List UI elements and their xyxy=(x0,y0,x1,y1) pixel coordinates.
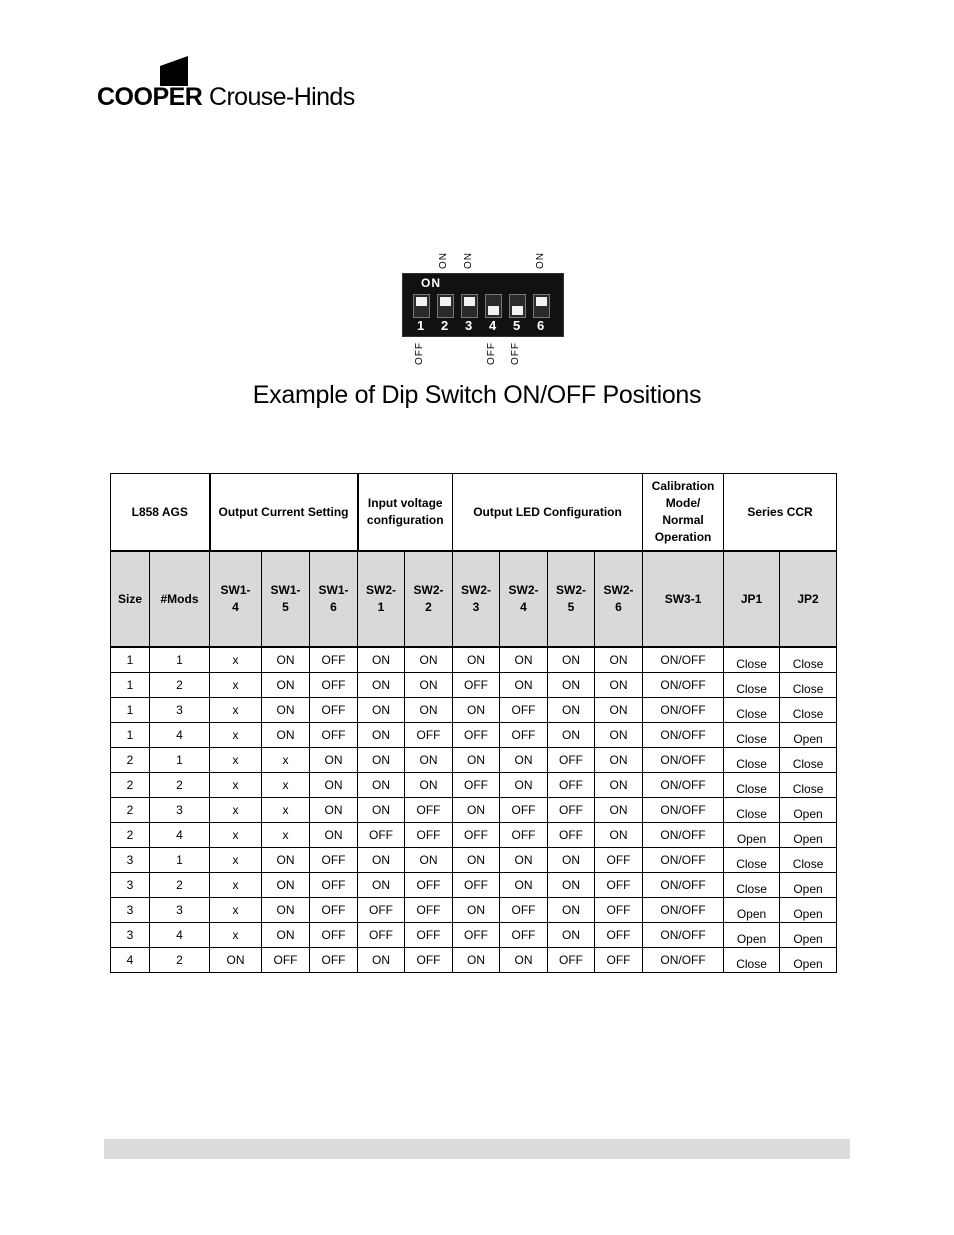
on-label-3: ON xyxy=(535,252,546,269)
table-cell: ON xyxy=(358,698,405,723)
switch-number-2: 2 xyxy=(441,318,449,333)
column-header: JP1 xyxy=(724,551,780,647)
table-cell: OFF xyxy=(595,948,643,973)
group-header: Calibration Mode/ Normal Operation xyxy=(643,474,724,552)
column-header: SW2- 3 xyxy=(453,551,500,647)
table-cell: ON xyxy=(453,848,500,873)
table-cell: ON xyxy=(358,748,405,773)
table-cell: OFF xyxy=(310,873,358,898)
table-cell: ON xyxy=(405,773,453,798)
table-cell: 3 xyxy=(111,898,150,923)
table-cell: 2 xyxy=(111,823,150,848)
table-cell: x xyxy=(262,773,310,798)
on-label-1: ON xyxy=(438,252,449,269)
table-cell: ON xyxy=(548,923,595,948)
table-cell: ON/OFF xyxy=(643,948,724,973)
table-cell: ON xyxy=(262,647,310,673)
switch-4 xyxy=(485,294,502,318)
table-cell: Close xyxy=(724,798,780,823)
table-cell: 4 xyxy=(150,823,210,848)
table-cell: OFF xyxy=(405,823,453,848)
table-cell: 1 xyxy=(111,647,150,673)
table-cell: OFF xyxy=(500,823,548,848)
table-cell: OFF xyxy=(358,823,405,848)
table-cell: ON xyxy=(405,673,453,698)
table-cell: ON/OFF xyxy=(643,898,724,923)
table-cell: OFF xyxy=(595,873,643,898)
table-cell: 2 xyxy=(150,873,210,898)
table-cell: x xyxy=(210,848,262,873)
table-cell: ON xyxy=(500,748,548,773)
table-cell: ON xyxy=(358,948,405,973)
table-cell: 2 xyxy=(111,748,150,773)
table-cell: Close xyxy=(724,848,780,873)
table-cell: Close xyxy=(724,873,780,898)
table-cell: 2 xyxy=(150,773,210,798)
switch-number-5: 5 xyxy=(513,318,521,333)
table-cell: OFF xyxy=(310,647,358,673)
company-logo xyxy=(97,56,387,111)
table-cell: ON xyxy=(358,773,405,798)
table-cell: Close xyxy=(724,773,780,798)
table-cell: ON xyxy=(500,773,548,798)
table-cell: ON/OFF xyxy=(643,848,724,873)
table-cell: Open xyxy=(724,898,780,923)
table-cell: ON xyxy=(405,848,453,873)
table-cell: Open xyxy=(780,923,837,948)
table-cell: x xyxy=(210,798,262,823)
table-cell: ON xyxy=(405,647,453,673)
table-cell: OFF xyxy=(310,698,358,723)
table-cell: Close xyxy=(724,647,780,673)
table-cell: 3 xyxy=(150,698,210,723)
table-cell: ON xyxy=(453,647,500,673)
table-cell: ON xyxy=(210,948,262,973)
table-cell: ON xyxy=(500,873,548,898)
table-row xyxy=(111,873,837,898)
switch-number-6: 6 xyxy=(537,318,545,333)
table-cell: Open xyxy=(724,923,780,948)
table-cell: 4 xyxy=(150,723,210,748)
table-cell: ON xyxy=(595,673,643,698)
table-cell: OFF xyxy=(358,923,405,948)
table-cell: Open xyxy=(780,898,837,923)
table-cell: Open xyxy=(780,823,837,848)
table-cell: OFF xyxy=(358,898,405,923)
table-cell: OFF xyxy=(595,848,643,873)
table-cell: Open xyxy=(780,948,837,973)
table-cell: ON xyxy=(548,673,595,698)
table-cell: 2 xyxy=(150,673,210,698)
table-cell: ON xyxy=(358,798,405,823)
table-cell: x xyxy=(210,673,262,698)
table-cell: ON xyxy=(358,848,405,873)
table-cell: 1 xyxy=(111,723,150,748)
table-row xyxy=(111,647,837,673)
table-cell: ON xyxy=(310,773,358,798)
table-cell: ON xyxy=(595,723,643,748)
switch-3 xyxy=(461,294,478,318)
table-cell: OFF xyxy=(453,873,500,898)
table-cell: Close xyxy=(780,848,837,873)
table-row xyxy=(111,773,837,798)
table-cell: x xyxy=(210,873,262,898)
column-header: Size xyxy=(111,551,150,647)
table-cell: OFF xyxy=(310,723,358,748)
table-cell: Open xyxy=(780,873,837,898)
table-cell: 1 xyxy=(150,748,210,773)
table-cell: OFF xyxy=(453,673,500,698)
group-header: Series CCR xyxy=(724,474,837,552)
table-cell: x xyxy=(210,698,262,723)
table-cell: Close xyxy=(724,948,780,973)
table-cell: ON xyxy=(500,673,548,698)
table-cell: OFF xyxy=(310,948,358,973)
table-cell: x xyxy=(262,748,310,773)
table-cell: ON xyxy=(262,923,310,948)
table-cell: OFF xyxy=(405,723,453,748)
table-cell: x xyxy=(262,823,310,848)
table-row xyxy=(111,848,837,873)
column-header-row xyxy=(111,551,837,647)
table-cell: 3 xyxy=(150,898,210,923)
table-cell: OFF xyxy=(405,873,453,898)
table-cell: ON xyxy=(358,723,405,748)
table-cell: ON/OFF xyxy=(643,923,724,948)
table-cell: OFF xyxy=(548,748,595,773)
table-cell: OFF xyxy=(453,723,500,748)
table-cell: OFF xyxy=(500,698,548,723)
table-cell: Close xyxy=(724,723,780,748)
table-cell: x xyxy=(210,773,262,798)
table-cell: ON/OFF xyxy=(643,673,724,698)
table-cell: OFF xyxy=(310,923,358,948)
group-header: Output LED Configuration xyxy=(453,474,643,552)
table-cell: ON/OFF xyxy=(643,798,724,823)
table-cell: 3 xyxy=(111,848,150,873)
table-cell: Close xyxy=(780,748,837,773)
table-cell: ON xyxy=(453,798,500,823)
switch-6 xyxy=(533,294,550,318)
table-cell: ON xyxy=(262,873,310,898)
table-cell: 3 xyxy=(150,798,210,823)
table-cell: OFF xyxy=(500,723,548,748)
off-label-2: OFF xyxy=(486,342,497,365)
table-cell: ON xyxy=(548,848,595,873)
column-header: SW1- 4 xyxy=(210,551,262,647)
table-body xyxy=(111,647,837,973)
table-cell: OFF xyxy=(453,823,500,848)
table-cell: ON xyxy=(595,748,643,773)
table-cell: 2 xyxy=(150,948,210,973)
table-cell: ON xyxy=(310,748,358,773)
table-cell: ON xyxy=(548,723,595,748)
dip-switch-body xyxy=(402,273,564,337)
table-cell: 4 xyxy=(150,923,210,948)
logo-brand: COOPER xyxy=(97,83,203,111)
table-cell: OFF xyxy=(548,948,595,973)
table-cell: ON xyxy=(548,647,595,673)
switch-number-1: 1 xyxy=(417,318,425,333)
table-cell: ON xyxy=(453,898,500,923)
table-cell: Close xyxy=(724,748,780,773)
table-cell: ON xyxy=(500,948,548,973)
table-row xyxy=(111,898,837,923)
table-cell: x xyxy=(210,923,262,948)
logo-subbrand: Crouse-Hinds xyxy=(209,83,355,111)
column-header: SW1- 6 xyxy=(310,551,358,647)
logo-flag-icon xyxy=(158,56,190,86)
table-cell: x xyxy=(210,748,262,773)
table-row xyxy=(111,748,837,773)
figure-caption: Example of Dip Switch ON/OFF Positions xyxy=(252,381,702,409)
table-cell: x xyxy=(210,723,262,748)
table-cell: 3 xyxy=(111,873,150,898)
table-cell: OFF xyxy=(548,773,595,798)
on-label-2: ON xyxy=(463,252,474,269)
switch-5 xyxy=(509,294,526,318)
dip-switch-figure xyxy=(400,245,565,370)
table-cell: OFF xyxy=(262,948,310,973)
column-header: SW2- 6 xyxy=(595,551,643,647)
table-cell: ON xyxy=(310,823,358,848)
table-cell: ON xyxy=(548,898,595,923)
table-cell: ON xyxy=(358,873,405,898)
table-cell: 2 xyxy=(111,773,150,798)
table-cell: OFF xyxy=(310,673,358,698)
table-cell: Open xyxy=(780,723,837,748)
column-header: SW2- 5 xyxy=(548,551,595,647)
table-cell: ON xyxy=(262,848,310,873)
table-cell: ON xyxy=(595,823,643,848)
switch-number-4: 4 xyxy=(489,318,497,333)
table-cell: ON/OFF xyxy=(643,723,724,748)
table-cell: OFF xyxy=(310,848,358,873)
table-row xyxy=(111,823,837,848)
column-header: SW2- 1 xyxy=(358,551,405,647)
table-cell: OFF xyxy=(453,923,500,948)
table-cell: ON xyxy=(500,647,548,673)
switch-1 xyxy=(413,294,430,318)
table-cell: 1 xyxy=(111,673,150,698)
table-row xyxy=(111,698,837,723)
table-cell: ON xyxy=(548,873,595,898)
column-header: SW2- 2 xyxy=(405,551,453,647)
table-row xyxy=(111,673,837,698)
table-cell: ON/OFF xyxy=(643,773,724,798)
table-cell: ON/OFF xyxy=(643,873,724,898)
table-cell: 1 xyxy=(150,647,210,673)
table-cell: 1 xyxy=(111,698,150,723)
table-row xyxy=(111,723,837,748)
table-cell: OFF xyxy=(595,898,643,923)
table-cell: ON xyxy=(262,698,310,723)
table-cell: ON xyxy=(358,647,405,673)
table-cell: ON xyxy=(595,698,643,723)
table-cell: 3 xyxy=(111,923,150,948)
table-cell: Close xyxy=(780,698,837,723)
table-cell: OFF xyxy=(405,923,453,948)
table-cell: ON xyxy=(453,698,500,723)
off-label-1: OFF xyxy=(414,342,425,365)
table-cell: Open xyxy=(724,823,780,848)
table-cell: ON xyxy=(595,798,643,823)
switch-number-3: 3 xyxy=(465,318,473,333)
table-cell: ON/OFF xyxy=(643,698,724,723)
table-cell: ON xyxy=(262,723,310,748)
table-cell: ON xyxy=(548,698,595,723)
column-header: JP2 xyxy=(780,551,837,647)
table-cell: x xyxy=(210,647,262,673)
table-cell: ON xyxy=(358,673,405,698)
table-cell: ON xyxy=(262,673,310,698)
table-cell: OFF xyxy=(548,798,595,823)
table-cell: ON xyxy=(595,773,643,798)
table-cell: Close xyxy=(724,698,780,723)
table-cell: ON/OFF xyxy=(643,647,724,673)
switch-2 xyxy=(437,294,454,318)
group-header: Output Current Setting xyxy=(210,474,358,552)
table-cell: Close xyxy=(724,673,780,698)
table-cell: ON xyxy=(500,848,548,873)
table-cell: OFF xyxy=(405,798,453,823)
table-cell: 4 xyxy=(111,948,150,973)
table-cell: ON xyxy=(262,898,310,923)
table-cell: ON/OFF xyxy=(643,748,724,773)
table-cell: 1 xyxy=(150,848,210,873)
table-row xyxy=(111,948,837,973)
table-cell: ON/OFF xyxy=(643,823,724,848)
table-cell: OFF xyxy=(405,948,453,973)
table-cell: Close xyxy=(780,773,837,798)
table-cell: Close xyxy=(780,673,837,698)
table-cell: ON xyxy=(310,798,358,823)
table-cell: OFF xyxy=(405,898,453,923)
table-cell: x xyxy=(210,898,262,923)
table-cell: OFF xyxy=(500,798,548,823)
table-cell: OFF xyxy=(453,773,500,798)
table-cell: Close xyxy=(780,647,837,673)
table-cell: x xyxy=(262,798,310,823)
table-cell: ON xyxy=(405,748,453,773)
table-cell: ON xyxy=(595,647,643,673)
column-header: SW3-1 xyxy=(643,551,724,647)
group-header-row xyxy=(111,474,837,552)
table-cell: ON xyxy=(453,948,500,973)
group-header: Input voltage configuration xyxy=(358,474,453,552)
table-cell: OFF xyxy=(595,923,643,948)
table-row xyxy=(111,798,837,823)
dip-body-on-label: ON xyxy=(421,276,441,290)
table-cell: ON xyxy=(405,698,453,723)
column-header: #Mods xyxy=(150,551,210,647)
column-header: SW2- 4 xyxy=(500,551,548,647)
table-cell: Open xyxy=(780,798,837,823)
table-row xyxy=(111,923,837,948)
table-cell: OFF xyxy=(500,923,548,948)
table-cell: OFF xyxy=(548,823,595,848)
column-header: SW1- 5 xyxy=(262,551,310,647)
table-cell: ON xyxy=(453,748,500,773)
group-header: L858 AGS xyxy=(111,474,210,552)
table-cell: OFF xyxy=(310,898,358,923)
table-cell: OFF xyxy=(500,898,548,923)
off-label-3: OFF xyxy=(510,342,521,365)
footer-bar xyxy=(104,1139,850,1159)
table-cell: x xyxy=(210,823,262,848)
dip-configuration-table xyxy=(110,473,837,973)
table-cell: 2 xyxy=(111,798,150,823)
